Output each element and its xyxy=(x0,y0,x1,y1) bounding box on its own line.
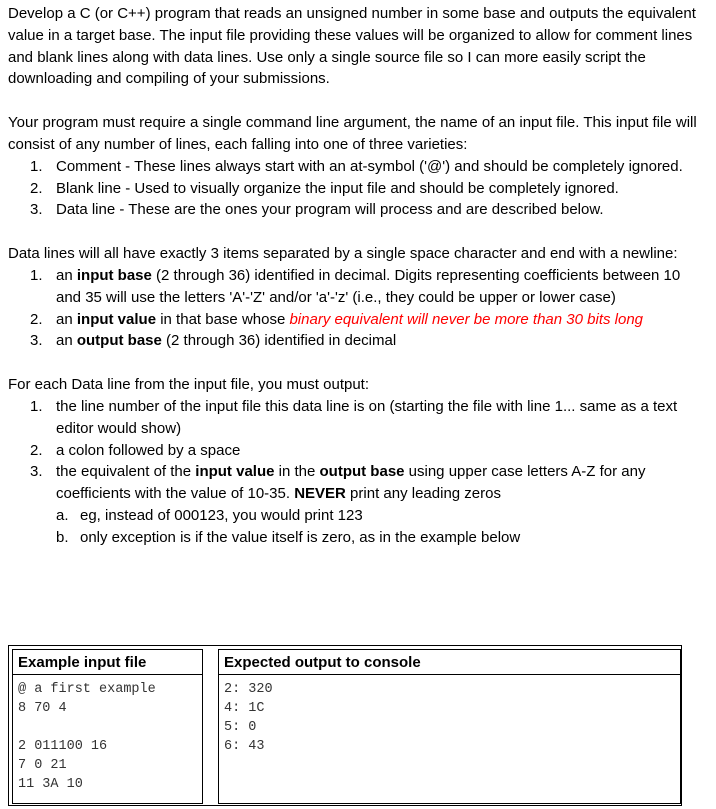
list-item: 1. the line number of the input file this data line is on (starting the file with line 1... same as a text editor would show) xyxy=(30,397,678,437)
code-line: 6: 43 xyxy=(224,739,265,754)
output-column xyxy=(218,649,681,804)
input-file-paragraph: Your program must require a single command line argument, the name of an input file. This input file will consist of any number of lines, each falling into one of three varieties: xyxy=(8,114,697,153)
list-item: 3. an output base (2 through 36) identified in decimal xyxy=(30,332,397,350)
list-item: 1. an input base (2 through 36) identified in decimal. Digits representing coefficients between 10 and 35 will use the letters 'A'-'Z' and/or 'a'-'z' (i.e., they could be upper or lower case) xyxy=(30,266,681,306)
code-line: 7 0 21 xyxy=(18,758,67,773)
list-item: 3. the equivalent of the input value in the output base using upper case letters A-Z for any coefficients with the value of 10-35. NEVER print any leading zeros a. eg, instead of 000123, you would print 123 b. only exception is if the value itself is zero, as in the example below xyxy=(8,461,708,548)
output-header: Expected output to console xyxy=(219,650,680,675)
output-items-list xyxy=(8,396,708,549)
code-line: 8 70 4 xyxy=(18,701,67,716)
list-item: 3. Data line - These are the ones your program will process and are described below. xyxy=(30,201,604,219)
data-lines-paragraph: Data lines will all have exactly 3 items separated by a single space character and end with a newline: xyxy=(8,245,678,263)
binary-limit-note: binary equivalent will never be more than 30 bits long xyxy=(289,310,644,328)
input-column xyxy=(12,649,203,804)
code-line: @ a first example xyxy=(18,682,156,697)
code-line: 5: 0 xyxy=(224,720,257,735)
sub-list-item: b. only exception is if the value itself is zero, as in the example below xyxy=(56,528,521,546)
data-items-list xyxy=(8,265,708,352)
code-line: 4: 1C xyxy=(224,701,265,716)
intro-paragraph: Develop a C (or C++) program that reads an unsigned number in some base and outputs the equivalent value in a target base. The input file providing these values will be organized to allow for comment lines and blank lines along with data lines. Use only a single source file so I can more easily script the downloading and compiling of your submissions. xyxy=(8,5,696,88)
list-item: 2. an input value in that base whose binary equivalent will never be more than 30 bits long xyxy=(30,310,644,328)
line-varieties-list xyxy=(8,156,708,221)
code-line: 11 3A 10 xyxy=(18,777,83,792)
sub-list-item: a. eg, instead of 000123, you would print 123 xyxy=(56,506,363,524)
console-output-listing xyxy=(219,675,680,756)
document-body xyxy=(8,3,708,549)
input-header: Example input file xyxy=(13,650,202,675)
input-file-listing xyxy=(13,675,202,794)
code-line: 2 011100 16 xyxy=(18,739,108,754)
sub-list xyxy=(56,505,708,549)
list-item: 2. Blank line - Used to visually organize the input file and should be completely ignored. xyxy=(30,179,619,197)
example-table xyxy=(8,645,682,806)
code-line xyxy=(18,718,202,737)
code-line: 2: 320 xyxy=(224,682,273,697)
output-paragraph: For each Data line from the input file, you must output: xyxy=(8,376,370,394)
list-item: 2. a colon followed by a space xyxy=(30,441,241,459)
list-item: 1. Comment - These lines always start with an at-symbol ('@') and should be completely ignored. xyxy=(30,157,683,175)
